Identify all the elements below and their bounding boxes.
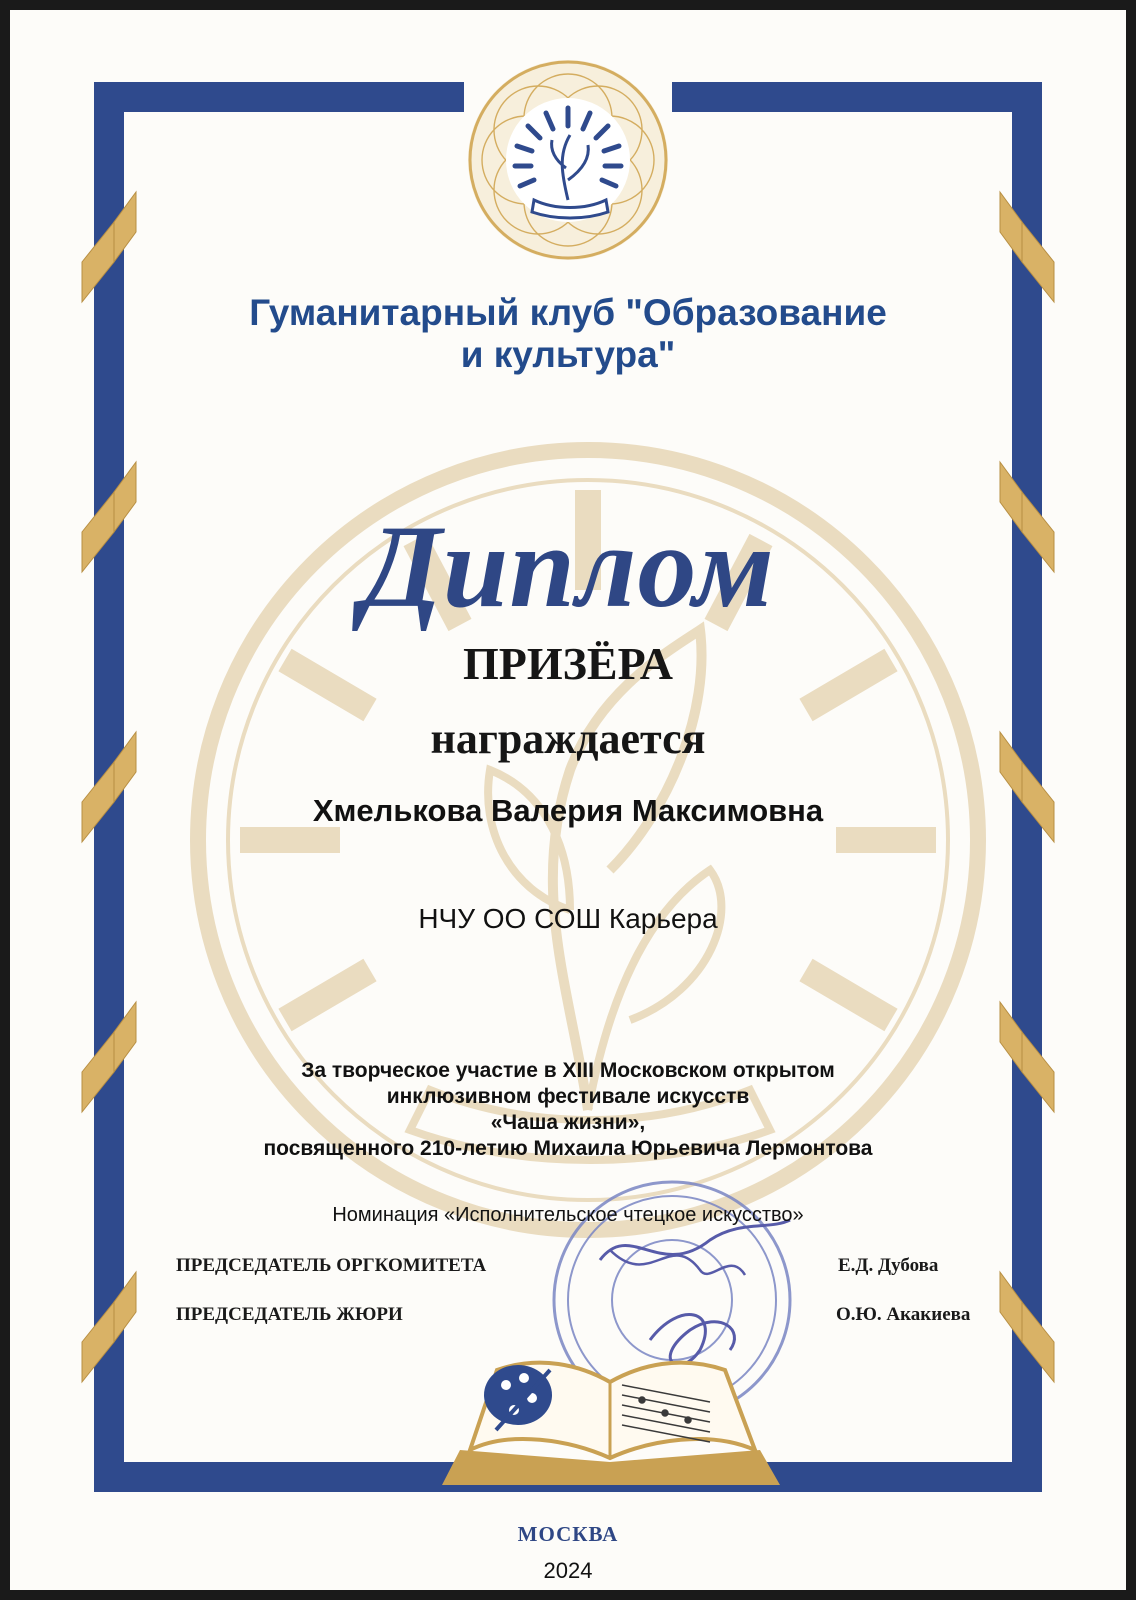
open-book-icon [442, 1363, 780, 1485]
reason-line: За творческое участие в XIII Московском открытом [301, 1059, 835, 1082]
signature-name: Е.Д. Дубова [838, 1255, 939, 1276]
signature-role: ПРЕДСЕДАТЕЛЬ ЖЮРИ [176, 1304, 403, 1325]
club-emblem-icon [468, 60, 668, 260]
school-name: НЧУ ОО СОШ Карьера [418, 903, 718, 934]
reason-line: инклюзивном фестивале искусств [386, 1085, 750, 1108]
document-title: Диплом [361, 501, 775, 632]
reason-line: «Чаша жизни», [490, 1111, 646, 1134]
recipient-name: Хмелькова Валерия Максимовна [312, 793, 824, 828]
nomination: Номинация «Исполнительское чтецкое искусство» [332, 1204, 804, 1226]
diploma-sheet [10, 10, 1126, 1590]
organization-text: Гуманитарный клуб "Образование и культура" [249, 292, 887, 375]
city: МОСКВА [517, 1522, 619, 1546]
year: 2024 [543, 1558, 593, 1583]
organization-name [10, 292, 1126, 376]
awarded-line: награждается [430, 714, 706, 763]
award-reason [10, 1058, 1126, 1162]
signature-role: ПРЕДСЕДАТЕЛЬ ОРГКОМИТЕТА [176, 1255, 487, 1276]
document-subtitle: ПРИЗЁРА [462, 638, 674, 689]
reason-line: посвященного 210-летию Михаила Юрьевича Лермонтова [263, 1137, 873, 1160]
signature-name: О.Ю. Акакиева [836, 1304, 971, 1325]
